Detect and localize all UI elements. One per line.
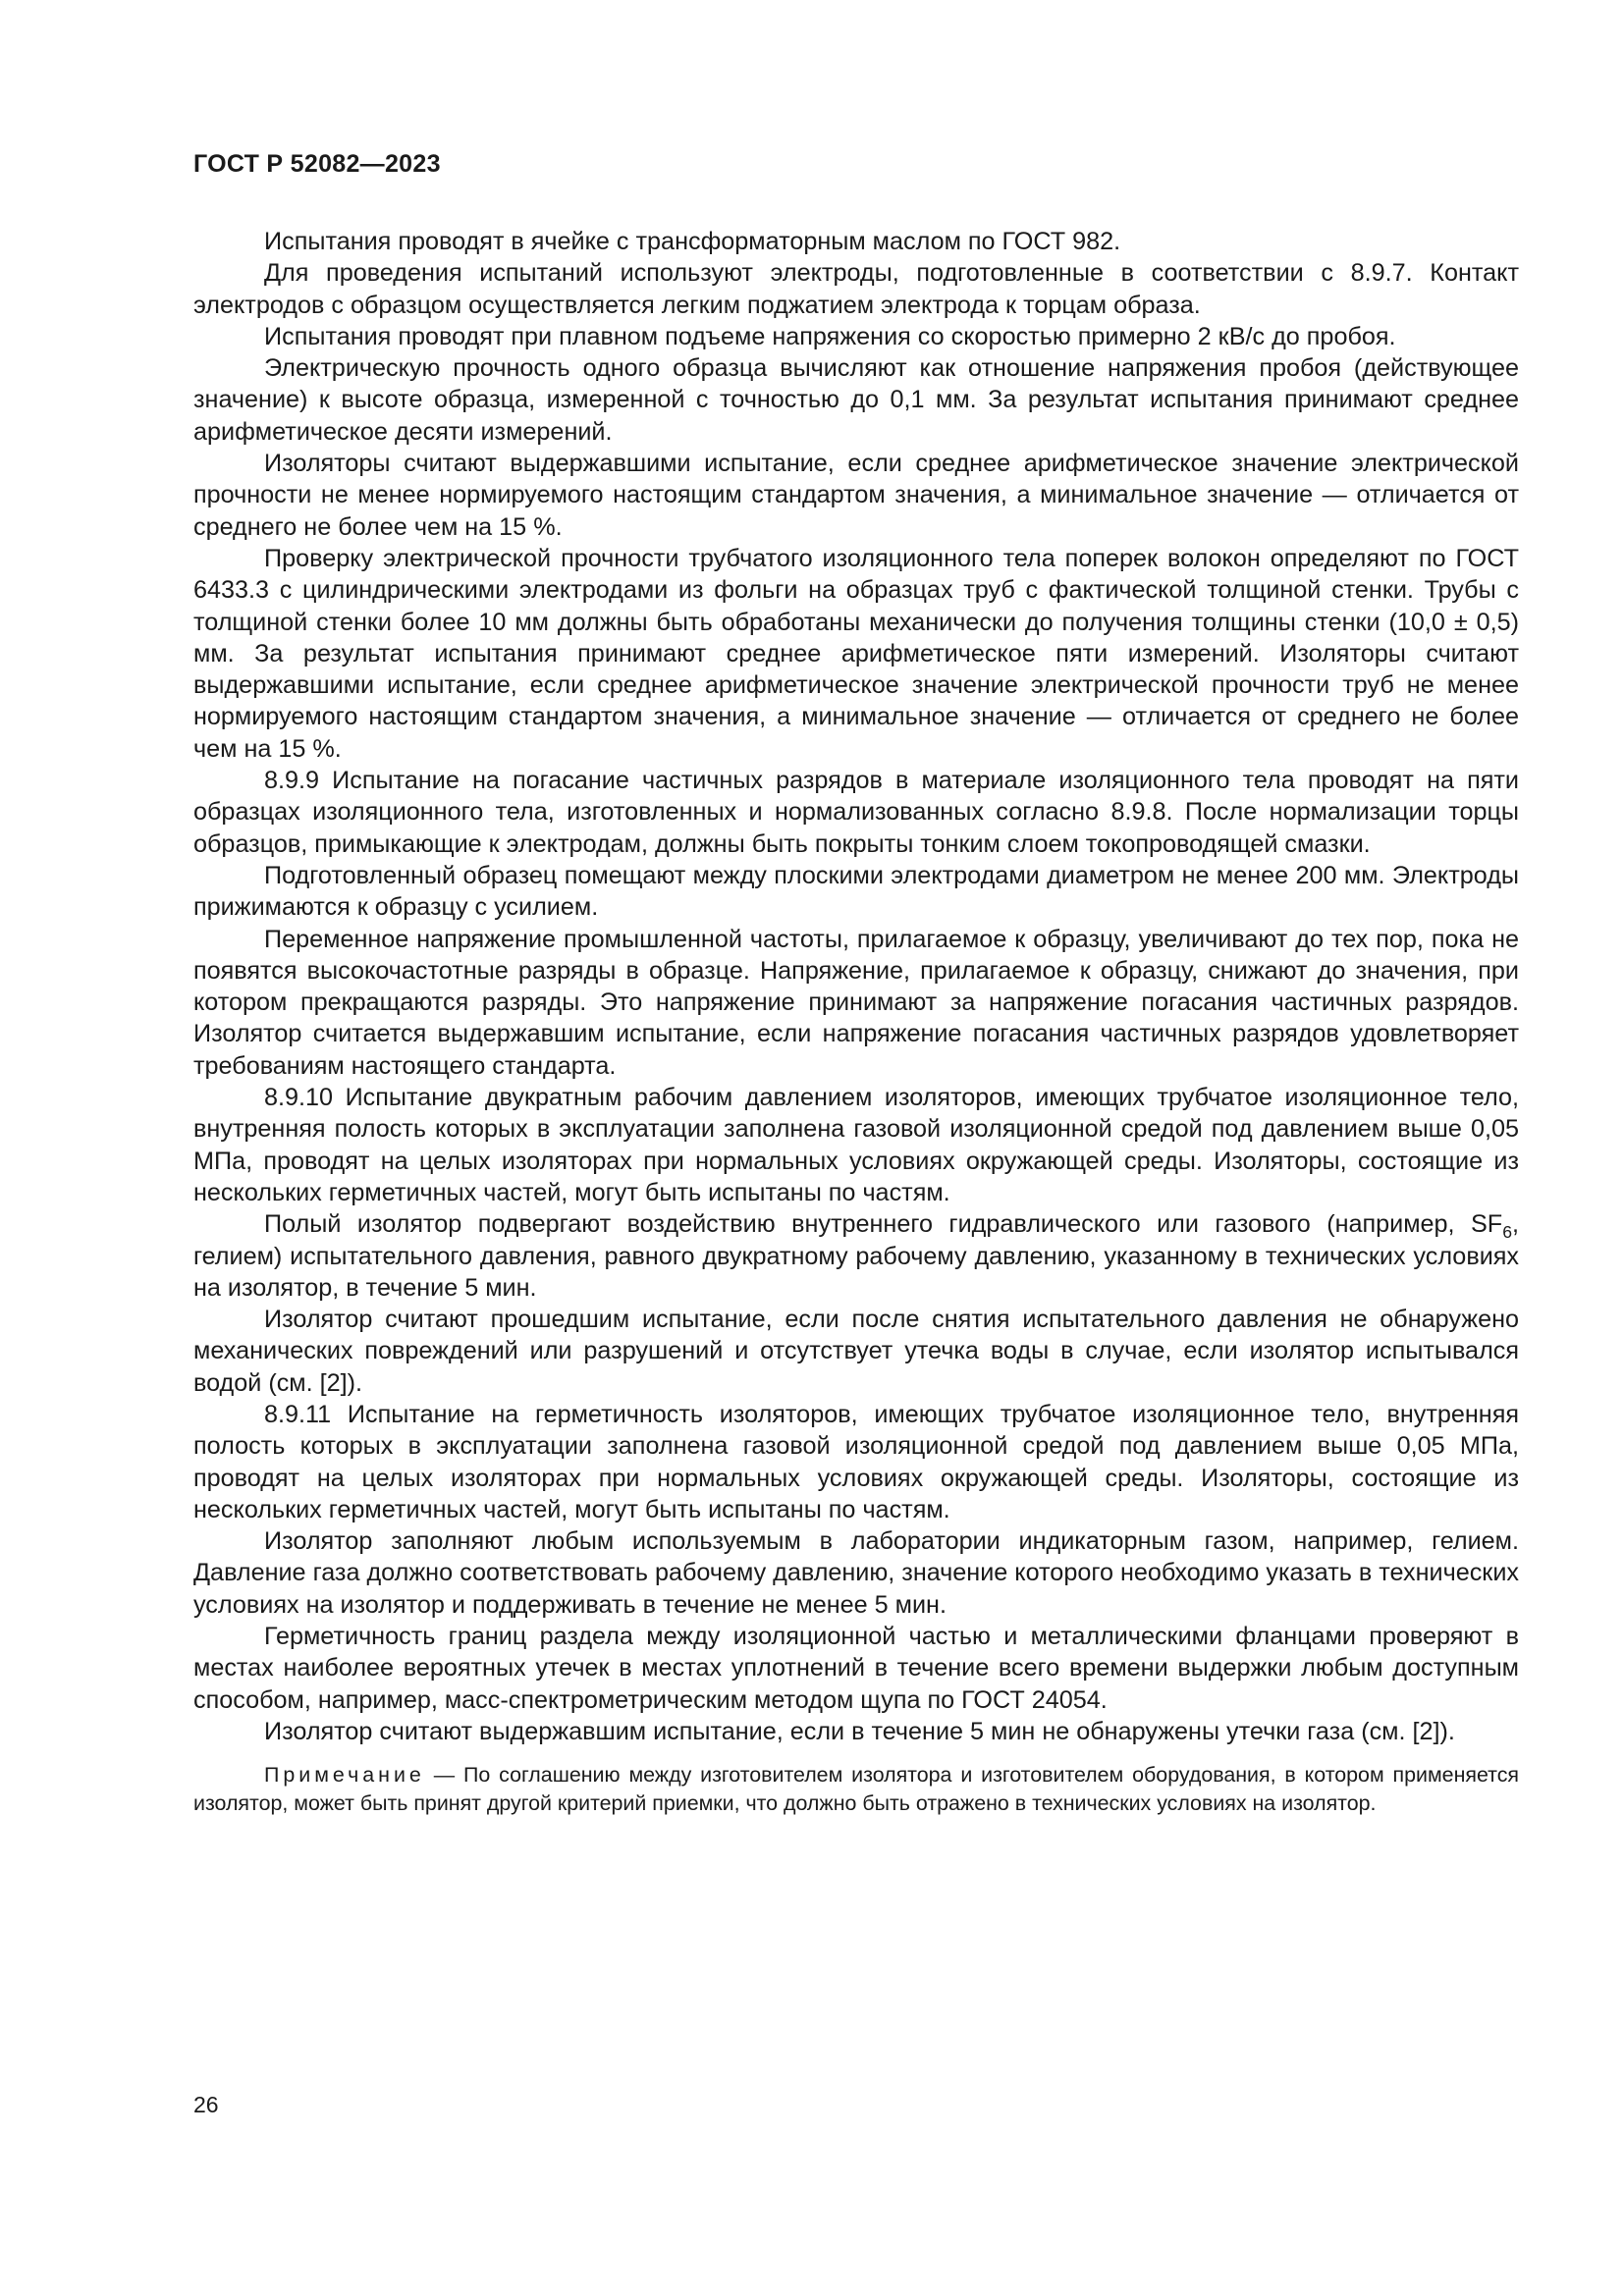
paragraph: Изоляторы считают выдержавшими испытание, если среднее арифметическое значение электрической прочности не менее нормируемого настоящим стандартом значения, а минимальное значение — отличается от среднего не более чем на 15 %. — [193, 450, 1519, 541]
paragraph — [193, 1208, 1519, 1304]
paragraph-clause-8-9-9: 8.9.9 Испытание на погасание частичных разрядов в материале изоляционного тела проводят на пяти образцах изоляционного тела, изготовленных и нормализованных согласно 8.9.8. После нормализации торцы образцов, примыкающие к электродам, должны быть покрыты тонким слоем токопроводящей смазки. — [193, 767, 1519, 858]
paragraph: Электрическую прочность одного образца вычисляют как отношение напряжения пробоя (действующее значение) к высоте образца, измеренной с точностью до 0,1 мм. За результат испытания принимают среднее арифметическое десяти измерений. — [193, 354, 1519, 446]
paragraph: Изолятор заполняют любым используемым в лаборатории индикаторным газом, например, гелием. Давление газа должно соответствовать рабочему давлению, значение которого необходимо указать в технических условиях на изолятор и поддерживать в течение не менее 5 мин. — [193, 1527, 1519, 1619]
paragraph-text: , гелием) испытательного давления, равного двукратному рабочему давлению, указанному в технических условиях на изолятор, в течение 5 мин. — [193, 1210, 1519, 1302]
note — [193, 1761, 1519, 1818]
subscript: 6 — [1502, 1222, 1512, 1243]
paragraph-clause-8-9-10: 8.9.10 Испытание двукратным рабочим давлением изоляторов, имеющих трубчатое изоляционное тело, внутренняя полость которых в эксплуатации заполнена газовой изоляционной средой под давлением выше 0,05 МПа, проводят на целых изоляторах при нормальных условиях окружающей среды. Изоляторы, состоящие из нескольких герметичных частей, могут быть испытаны по частям. — [193, 1084, 1519, 1206]
document-header: ГОСТ Р 52082—2023 — [193, 150, 441, 178]
paragraph-clause-8-9-11: 8.9.11 Испытание на герметичность изоляторов, имеющих трубчатое изоляционное тело, внутренняя полость которых в эксплуатации заполнена газовой изоляционной средой под давлением выше 0,05 МПа, проводят на целых изоляторах при нормальных условиях окружающей среды. Изоляторы, состоящие из нескольких герметичных частей, могут быть испытаны по частям. — [193, 1400, 1519, 1523]
paragraph: Для проведения испытаний используют электроды, подготовленные в соответствии с 8.9.7. Контакт электродов с образцом осуществляется легким поджатием электрода к торцам образа. — [193, 259, 1519, 319]
note-text: — По соглашению между изготовителем изолятора и изготовителем оборудования, в котором применяется изолятор, может быть принят другой критерий приемки, что должно быть отражено в технических условиях на изолятор. — [193, 1763, 1519, 1816]
paragraph: Герметичность границ раздела между изоляционной частью и металлическими фланцами проверяют в местах наиболее вероятных утечек в местах уплотнений в течение всего времени выдержки любым доступным способом, например, масс-спектрометрическим методом щупа по ГОСТ 24054. — [193, 1623, 1519, 1714]
paragraph: Проверку электрической прочности трубчатого изоляционного тела поперек волокон определяют по ГОСТ 6433.3 с цилиндрическими электродами из фольги на образцах труб с фактической толщиной стенки. Трубы с толщиной стенки более 10 мм должны быть обработаны механически до получения толщины стенки (10,0 ± 0,5) мм. За результат испытания принимают среднее арифметическое пяти измерений. Изоляторы считают выдержавшими испытание, если среднее арифметическое значение электрической прочности труб не менее нормируемого настоящим стандартом значения, а минимальное значение — отличается от среднего не более чем на 15 %. — [193, 544, 1519, 763]
note-label: Примечание — [264, 1763, 425, 1788]
body-text — [193, 226, 1519, 1818]
paragraph-text: Полый изолятор подвергают воздействию внутреннего гидравлического или газового (например, SF — [264, 1210, 1503, 1239]
paragraph: Испытания проводят в ячейке с трансформаторным маслом по ГОСТ 982. — [264, 228, 1121, 255]
paragraph: Подготовленный образец помещают между плоскими электродами диаметром не менее 200 мм. Электроды прижимаются к образцу с усилием. — [193, 861, 1519, 922]
paragraph: Изолятор считают выдержавшим испытание, если в течение 5 мин не обнаружены утечки газа (см. [2]). — [264, 1717, 1455, 1745]
page-number: 26 — [193, 2092, 219, 2117]
paragraph: Изолятор считают прошедшим испытание, если после снятия испытательного давления не обнаружено механических повреждений или разрушений и отсутствует утечка воды в случае, если изолятор испытывался водой (см. [2]). — [193, 1306, 1519, 1397]
paragraph: Переменное напряжение промышленной частоты, прилагаемое к образцу, увеличивают до тех пор, пока не появятся высокочастотные разряды в образце. Напряжение, прилагаемое к образцу, снижают до значения, при котором прекращаются разряды. Это напряжение принимают за напряжение погасания частичных разрядов. Изолятор считается выдержавшим испытание, если напряжение погасания частичных разрядов удовлетворяет требованиям настоящего стандарта. — [193, 925, 1519, 1080]
paragraph: Испытания проводят при плавном подъеме напряжения со скоростью примерно 2 кВ/с до пробоя. — [264, 322, 1396, 350]
